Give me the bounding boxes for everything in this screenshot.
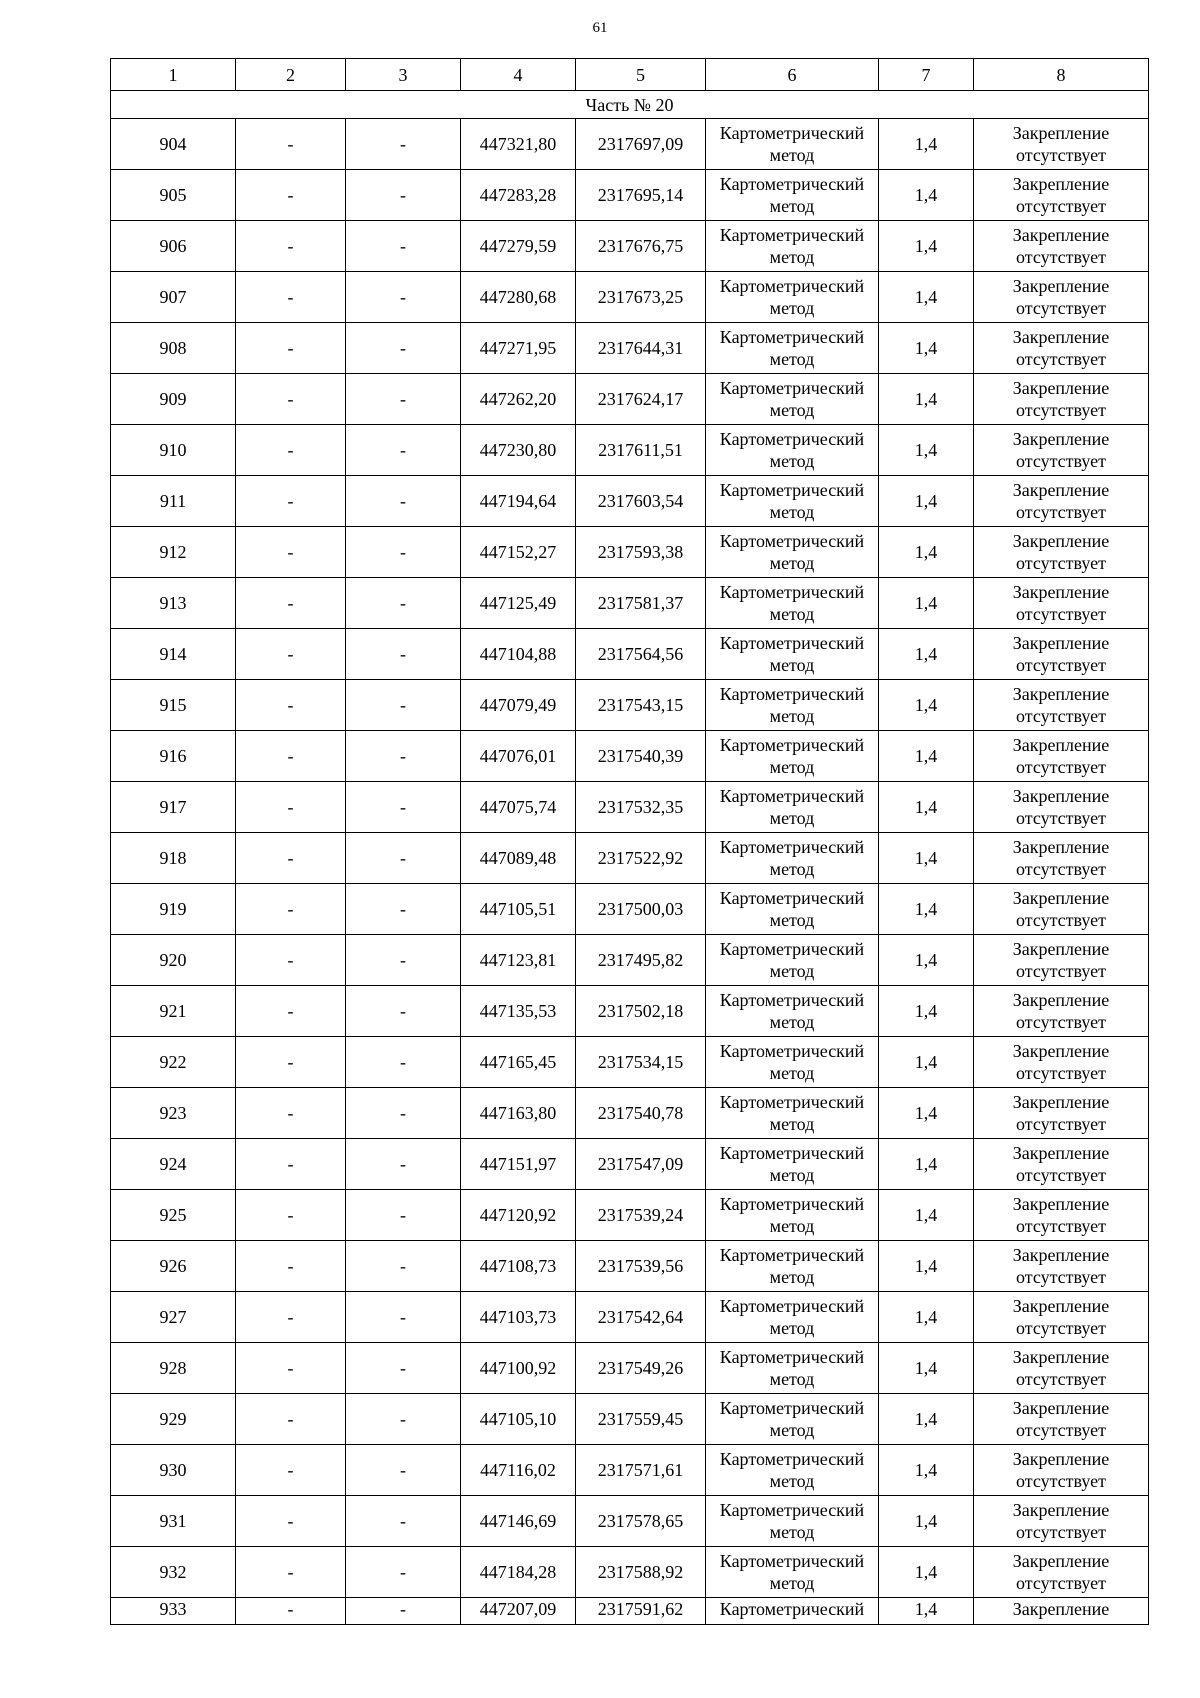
cell-accuracy: 1,4 (879, 119, 974, 170)
cell-col-2: - (236, 119, 346, 170)
table-row (111, 425, 1149, 476)
cell-fixation: Закрепление отсутствует (974, 1139, 1149, 1190)
cell-fixation: Закрепление отсутствует (974, 221, 1149, 272)
column-header: 1 (111, 59, 236, 91)
cell-col-2: - (236, 629, 346, 680)
cell-point-number: 927 (111, 1292, 236, 1343)
cell-y-coordinate: 2317581,37 (576, 578, 706, 629)
cell-x-coordinate: 447103,73 (461, 1292, 576, 1343)
cell-col-3: - (346, 170, 461, 221)
cell-col-3: - (346, 884, 461, 935)
cell-x-coordinate: 447262,20 (461, 374, 576, 425)
cell-method: Картометрический метод (706, 1394, 879, 1445)
cell-point-number: 912 (111, 527, 236, 578)
cell-fixation: Закрепление отсутствует (974, 374, 1149, 425)
cell-method: Картометрический метод (706, 1190, 879, 1241)
cell-accuracy: 1,4 (879, 1547, 974, 1598)
cell-x-coordinate: 447207,09 (461, 1598, 576, 1625)
cell-y-coordinate: 2317539,56 (576, 1241, 706, 1292)
page-number: 61 (592, 20, 608, 36)
cell-point-number: 919 (111, 884, 236, 935)
table-row (111, 221, 1149, 272)
cell-accuracy: 1,4 (879, 425, 974, 476)
coordinates-table (110, 58, 1149, 1625)
cell-col-3: - (346, 1139, 461, 1190)
cell-col-3: - (346, 1496, 461, 1547)
cell-x-coordinate: 447184,28 (461, 1547, 576, 1598)
cell-accuracy: 1,4 (879, 1190, 974, 1241)
table-row (111, 1037, 1149, 1088)
cell-fixation: Закрепление отсутствует (974, 425, 1149, 476)
cell-accuracy: 1,4 (879, 782, 974, 833)
cell-fixation: Закрепление (974, 1598, 1149, 1625)
cell-col-3: - (346, 986, 461, 1037)
cell-x-coordinate: 447105,51 (461, 884, 576, 935)
cell-method: Картометрический метод (706, 833, 879, 884)
cell-point-number: 928 (111, 1343, 236, 1394)
cell-y-coordinate: 2317591,62 (576, 1598, 706, 1625)
cell-col-3: - (346, 323, 461, 374)
cell-method: Картометрический метод (706, 221, 879, 272)
cell-point-number: 916 (111, 731, 236, 782)
cell-x-coordinate: 447076,01 (461, 731, 576, 782)
cell-accuracy: 1,4 (879, 323, 974, 374)
cell-x-coordinate: 447163,80 (461, 1088, 576, 1139)
table-row (111, 731, 1149, 782)
column-header: 4 (461, 59, 576, 91)
cell-point-number: 910 (111, 425, 236, 476)
cell-accuracy: 1,4 (879, 476, 974, 527)
table-row (111, 1088, 1149, 1139)
cell-point-number: 923 (111, 1088, 236, 1139)
cell-accuracy: 1,4 (879, 1598, 974, 1625)
table-row (111, 833, 1149, 884)
cell-y-coordinate: 2317571,61 (576, 1445, 706, 1496)
cell-fixation: Закрепление отсутствует (974, 1394, 1149, 1445)
cell-fixation: Закрепление отсутствует (974, 680, 1149, 731)
cell-accuracy: 1,4 (879, 374, 974, 425)
cell-point-number: 921 (111, 986, 236, 1037)
cell-col-2: - (236, 1394, 346, 1445)
cell-col-3: - (346, 1292, 461, 1343)
cell-accuracy: 1,4 (879, 578, 974, 629)
cell-col-2: - (236, 476, 346, 527)
cell-y-coordinate: 2317624,17 (576, 374, 706, 425)
cell-accuracy: 1,4 (879, 1394, 974, 1445)
cell-y-coordinate: 2317543,15 (576, 680, 706, 731)
table-row (111, 1394, 1149, 1445)
cell-col-2: - (236, 1496, 346, 1547)
cell-col-3: - (346, 1241, 461, 1292)
cell-col-3: - (346, 1598, 461, 1625)
table-row (111, 1598, 1149, 1625)
cell-y-coordinate: 2317500,03 (576, 884, 706, 935)
cell-col-3: - (346, 833, 461, 884)
cell-col-2: - (236, 986, 346, 1037)
cell-col-2: - (236, 425, 346, 476)
table-row (111, 986, 1149, 1037)
cell-x-coordinate: 447194,64 (461, 476, 576, 527)
table-row (111, 170, 1149, 221)
cell-point-number: 932 (111, 1547, 236, 1598)
cell-accuracy: 1,4 (879, 986, 974, 1037)
cell-y-coordinate: 2317542,64 (576, 1292, 706, 1343)
column-header: 8 (974, 59, 1149, 91)
cell-y-coordinate: 2317547,09 (576, 1139, 706, 1190)
column-header: 2 (236, 59, 346, 91)
cell-method: Картометрический метод (706, 1496, 879, 1547)
cell-col-2: - (236, 782, 346, 833)
cell-col-2: - (236, 221, 346, 272)
cell-fixation: Закрепление отсутствует (974, 935, 1149, 986)
cell-x-coordinate: 447105,10 (461, 1394, 576, 1445)
cell-point-number: 906 (111, 221, 236, 272)
cell-fixation: Закрепление отсутствует (974, 527, 1149, 578)
cell-x-coordinate: 447165,45 (461, 1037, 576, 1088)
cell-y-coordinate: 2317495,82 (576, 935, 706, 986)
cell-x-coordinate: 447280,68 (461, 272, 576, 323)
cell-x-coordinate: 447120,92 (461, 1190, 576, 1241)
cell-method: Картометрический метод (706, 1292, 879, 1343)
cell-x-coordinate: 447123,81 (461, 935, 576, 986)
cell-x-coordinate: 447104,88 (461, 629, 576, 680)
cell-col-2: - (236, 1037, 346, 1088)
table-row (111, 1139, 1149, 1190)
cell-point-number: 933 (111, 1598, 236, 1625)
cell-y-coordinate: 2317695,14 (576, 170, 706, 221)
cell-x-coordinate: 447151,97 (461, 1139, 576, 1190)
cell-col-3: - (346, 476, 461, 527)
cell-col-2: - (236, 323, 346, 374)
cell-method: Картометрический метод (706, 731, 879, 782)
cell-x-coordinate: 447283,28 (461, 170, 576, 221)
cell-col-2: - (236, 272, 346, 323)
cell-point-number: 922 (111, 1037, 236, 1088)
cell-fixation: Закрепление отсутствует (974, 731, 1149, 782)
cell-method: Картометрический метод (706, 272, 879, 323)
table-row (111, 1445, 1149, 1496)
cell-point-number: 929 (111, 1394, 236, 1445)
cell-fixation: Закрепление отсутствует (974, 1190, 1149, 1241)
cell-accuracy: 1,4 (879, 221, 974, 272)
cell-accuracy: 1,4 (879, 1241, 974, 1292)
cell-x-coordinate: 447146,69 (461, 1496, 576, 1547)
column-header: 5 (576, 59, 706, 91)
cell-method: Картометрический метод (706, 782, 879, 833)
cell-fixation: Закрепление отсутствует (974, 1088, 1149, 1139)
cell-col-2: - (236, 1445, 346, 1496)
cell-y-coordinate: 2317588,92 (576, 1547, 706, 1598)
cell-fixation: Закрепление отсутствует (974, 1037, 1149, 1088)
cell-col-3: - (346, 935, 461, 986)
cell-col-3: - (346, 272, 461, 323)
cell-col-3: - (346, 629, 461, 680)
table-row (111, 1547, 1149, 1598)
cell-x-coordinate: 447079,49 (461, 680, 576, 731)
cell-point-number: 930 (111, 1445, 236, 1496)
cell-point-number: 920 (111, 935, 236, 986)
cell-point-number: 917 (111, 782, 236, 833)
cell-y-coordinate: 2317611,51 (576, 425, 706, 476)
cell-method: Картометрический метод (706, 884, 879, 935)
cell-point-number: 924 (111, 1139, 236, 1190)
cell-accuracy: 1,4 (879, 1496, 974, 1547)
cell-col-2: - (236, 935, 346, 986)
cell-method: Картометрический метод (706, 986, 879, 1037)
cell-x-coordinate: 447089,48 (461, 833, 576, 884)
table-row (111, 884, 1149, 935)
cell-col-3: - (346, 1547, 461, 1598)
table-row (111, 272, 1149, 323)
cell-col-2: - (236, 884, 346, 935)
cell-y-coordinate: 2317559,45 (576, 1394, 706, 1445)
cell-y-coordinate: 2317644,31 (576, 323, 706, 374)
cell-fixation: Закрепление отсутствует (974, 323, 1149, 374)
cell-fixation: Закрепление отсутствует (974, 833, 1149, 884)
cell-fixation: Закрепление отсутствует (974, 884, 1149, 935)
cell-point-number: 904 (111, 119, 236, 170)
cell-point-number: 926 (111, 1241, 236, 1292)
column-header: 6 (706, 59, 879, 91)
header-row (111, 59, 1149, 91)
table-row (111, 680, 1149, 731)
cell-col-3: - (346, 1394, 461, 1445)
cell-method: Картометрический метод (706, 1343, 879, 1394)
cell-accuracy: 1,4 (879, 1139, 974, 1190)
cell-accuracy: 1,4 (879, 1292, 974, 1343)
cell-fixation: Закрепление отсутствует (974, 119, 1149, 170)
cell-col-3: - (346, 1190, 461, 1241)
cell-y-coordinate: 2317502,18 (576, 986, 706, 1037)
cell-fixation: Закрепление отсутствует (974, 629, 1149, 680)
cell-accuracy: 1,4 (879, 272, 974, 323)
cell-point-number: 913 (111, 578, 236, 629)
cell-method: Картометрический метод (706, 374, 879, 425)
cell-col-2: - (236, 1292, 346, 1343)
cell-accuracy: 1,4 (879, 1088, 974, 1139)
cell-col-3: - (346, 1343, 461, 1394)
cell-y-coordinate: 2317540,78 (576, 1088, 706, 1139)
cell-point-number: 911 (111, 476, 236, 527)
cell-point-number: 908 (111, 323, 236, 374)
cell-point-number: 918 (111, 833, 236, 884)
cell-method: Картометрический метод (706, 425, 879, 476)
cell-col-2: - (236, 1139, 346, 1190)
table-row (111, 1190, 1149, 1241)
cell-y-coordinate: 2317549,26 (576, 1343, 706, 1394)
cell-x-coordinate: 447075,74 (461, 782, 576, 833)
cell-method: Картометрический метод (706, 1445, 879, 1496)
table-row (111, 1343, 1149, 1394)
cell-y-coordinate: 2317532,35 (576, 782, 706, 833)
cell-col-3: - (346, 578, 461, 629)
table-row (111, 374, 1149, 425)
cell-col-3: - (346, 374, 461, 425)
cell-accuracy: 1,4 (879, 1445, 974, 1496)
cell-x-coordinate: 447116,02 (461, 1445, 576, 1496)
cell-accuracy: 1,4 (879, 935, 974, 986)
cell-accuracy: 1,4 (879, 884, 974, 935)
cell-col-3: - (346, 221, 461, 272)
cell-fixation: Закрепление отсутствует (974, 476, 1149, 527)
part-label: Часть № 20 (111, 91, 1149, 119)
cell-method: Картометрический метод (706, 578, 879, 629)
cell-method: Картометрический метод (706, 935, 879, 986)
column-header: 3 (346, 59, 461, 91)
cell-method: Картометрический метод (706, 1088, 879, 1139)
cell-col-2: - (236, 1598, 346, 1625)
cell-col-2: - (236, 833, 346, 884)
cell-col-2: - (236, 731, 346, 782)
cell-method: Картометрический метод (706, 170, 879, 221)
cell-x-coordinate: 447108,73 (461, 1241, 576, 1292)
table-row (111, 629, 1149, 680)
cell-col-3: - (346, 119, 461, 170)
cell-y-coordinate: 2317578,65 (576, 1496, 706, 1547)
cell-fixation: Закрепление отсутствует (974, 1547, 1149, 1598)
cell-fixation: Закрепление отсутствует (974, 1292, 1149, 1343)
cell-x-coordinate: 447135,53 (461, 986, 576, 1037)
cell-col-2: - (236, 374, 346, 425)
cell-fixation: Закрепление отсутствует (974, 1241, 1149, 1292)
table-row (111, 1241, 1149, 1292)
cell-method: Картометрический метод (706, 1037, 879, 1088)
cell-y-coordinate: 2317676,75 (576, 221, 706, 272)
cell-fixation: Закрепление отсутствует (974, 782, 1149, 833)
table-row (111, 1496, 1149, 1547)
cell-fixation: Закрепление отсутствует (974, 170, 1149, 221)
table-row (111, 782, 1149, 833)
cell-x-coordinate: 447230,80 (461, 425, 576, 476)
cell-x-coordinate: 447279,59 (461, 221, 576, 272)
cell-point-number: 909 (111, 374, 236, 425)
cell-method: Картометрический метод (706, 527, 879, 578)
cell-y-coordinate: 2317522,92 (576, 833, 706, 884)
cell-accuracy: 1,4 (879, 629, 974, 680)
cell-col-2: - (236, 680, 346, 731)
cell-col-2: - (236, 170, 346, 221)
cell-method: Картометрический метод (706, 629, 879, 680)
table-row (111, 527, 1149, 578)
cell-point-number: 905 (111, 170, 236, 221)
cell-method: Картометрический метод (706, 1547, 879, 1598)
cell-y-coordinate: 2317603,54 (576, 476, 706, 527)
cell-col-2: - (236, 1547, 346, 1598)
cell-col-2: - (236, 1190, 346, 1241)
cell-method: Картометрический метод (706, 680, 879, 731)
table-row (111, 935, 1149, 986)
cell-fixation: Закрепление отсутствует (974, 1445, 1149, 1496)
table-row (111, 323, 1149, 374)
cell-method: Картометрический метод (706, 323, 879, 374)
cell-accuracy: 1,4 (879, 170, 974, 221)
cell-y-coordinate: 2317697,09 (576, 119, 706, 170)
cell-x-coordinate: 447271,95 (461, 323, 576, 374)
cell-col-3: - (346, 782, 461, 833)
cell-col-2: - (236, 527, 346, 578)
cell-y-coordinate: 2317534,15 (576, 1037, 706, 1088)
column-header: 7 (879, 59, 974, 91)
cell-point-number: 925 (111, 1190, 236, 1241)
cell-accuracy: 1,4 (879, 1343, 974, 1394)
cell-x-coordinate: 447321,80 (461, 119, 576, 170)
cell-col-3: - (346, 680, 461, 731)
cell-point-number: 931 (111, 1496, 236, 1547)
cell-y-coordinate: 2317673,25 (576, 272, 706, 323)
cell-method: Картометрический метод (706, 1139, 879, 1190)
cell-col-3: - (346, 731, 461, 782)
cell-col-3: - (346, 1037, 461, 1088)
cell-fixation: Закрепление отсутствует (974, 578, 1149, 629)
cell-point-number: 907 (111, 272, 236, 323)
cell-point-number: 915 (111, 680, 236, 731)
table-row (111, 1292, 1149, 1343)
cell-accuracy: 1,4 (879, 527, 974, 578)
cell-accuracy: 1,4 (879, 680, 974, 731)
cell-fixation: Закрепление отсутствует (974, 986, 1149, 1037)
cell-y-coordinate: 2317539,24 (576, 1190, 706, 1241)
cell-col-3: - (346, 425, 461, 476)
cell-col-2: - (236, 578, 346, 629)
cell-fixation: Закрепление отсутствует (974, 1496, 1149, 1547)
cell-fixation: Закрепление отсутствует (974, 272, 1149, 323)
cell-y-coordinate: 2317564,56 (576, 629, 706, 680)
cell-y-coordinate: 2317593,38 (576, 527, 706, 578)
cell-x-coordinate: 447125,49 (461, 578, 576, 629)
cell-x-coordinate: 447152,27 (461, 527, 576, 578)
cell-col-3: - (346, 1445, 461, 1496)
cell-y-coordinate: 2317540,39 (576, 731, 706, 782)
cell-col-2: - (236, 1088, 346, 1139)
cell-method: Картометрический метод (706, 476, 879, 527)
table-body (111, 91, 1149, 1625)
cell-col-2: - (236, 1343, 346, 1394)
cell-accuracy: 1,4 (879, 731, 974, 782)
cell-method: Картометрический метод (706, 119, 879, 170)
cell-accuracy: 1,4 (879, 1037, 974, 1088)
cell-col-2: - (236, 1241, 346, 1292)
table-header (111, 59, 1149, 91)
cell-point-number: 914 (111, 629, 236, 680)
table-row (111, 476, 1149, 527)
cell-accuracy: 1,4 (879, 833, 974, 884)
part-label-row (111, 91, 1149, 119)
cell-fixation: Закрепление отсутствует (974, 1343, 1149, 1394)
cell-x-coordinate: 447100,92 (461, 1343, 576, 1394)
cell-method: Картометрический метод (706, 1241, 879, 1292)
cell-col-3: - (346, 527, 461, 578)
table-row (111, 119, 1149, 170)
cell-method: Картометрический (706, 1598, 879, 1625)
table-row (111, 578, 1149, 629)
cell-col-3: - (346, 1088, 461, 1139)
